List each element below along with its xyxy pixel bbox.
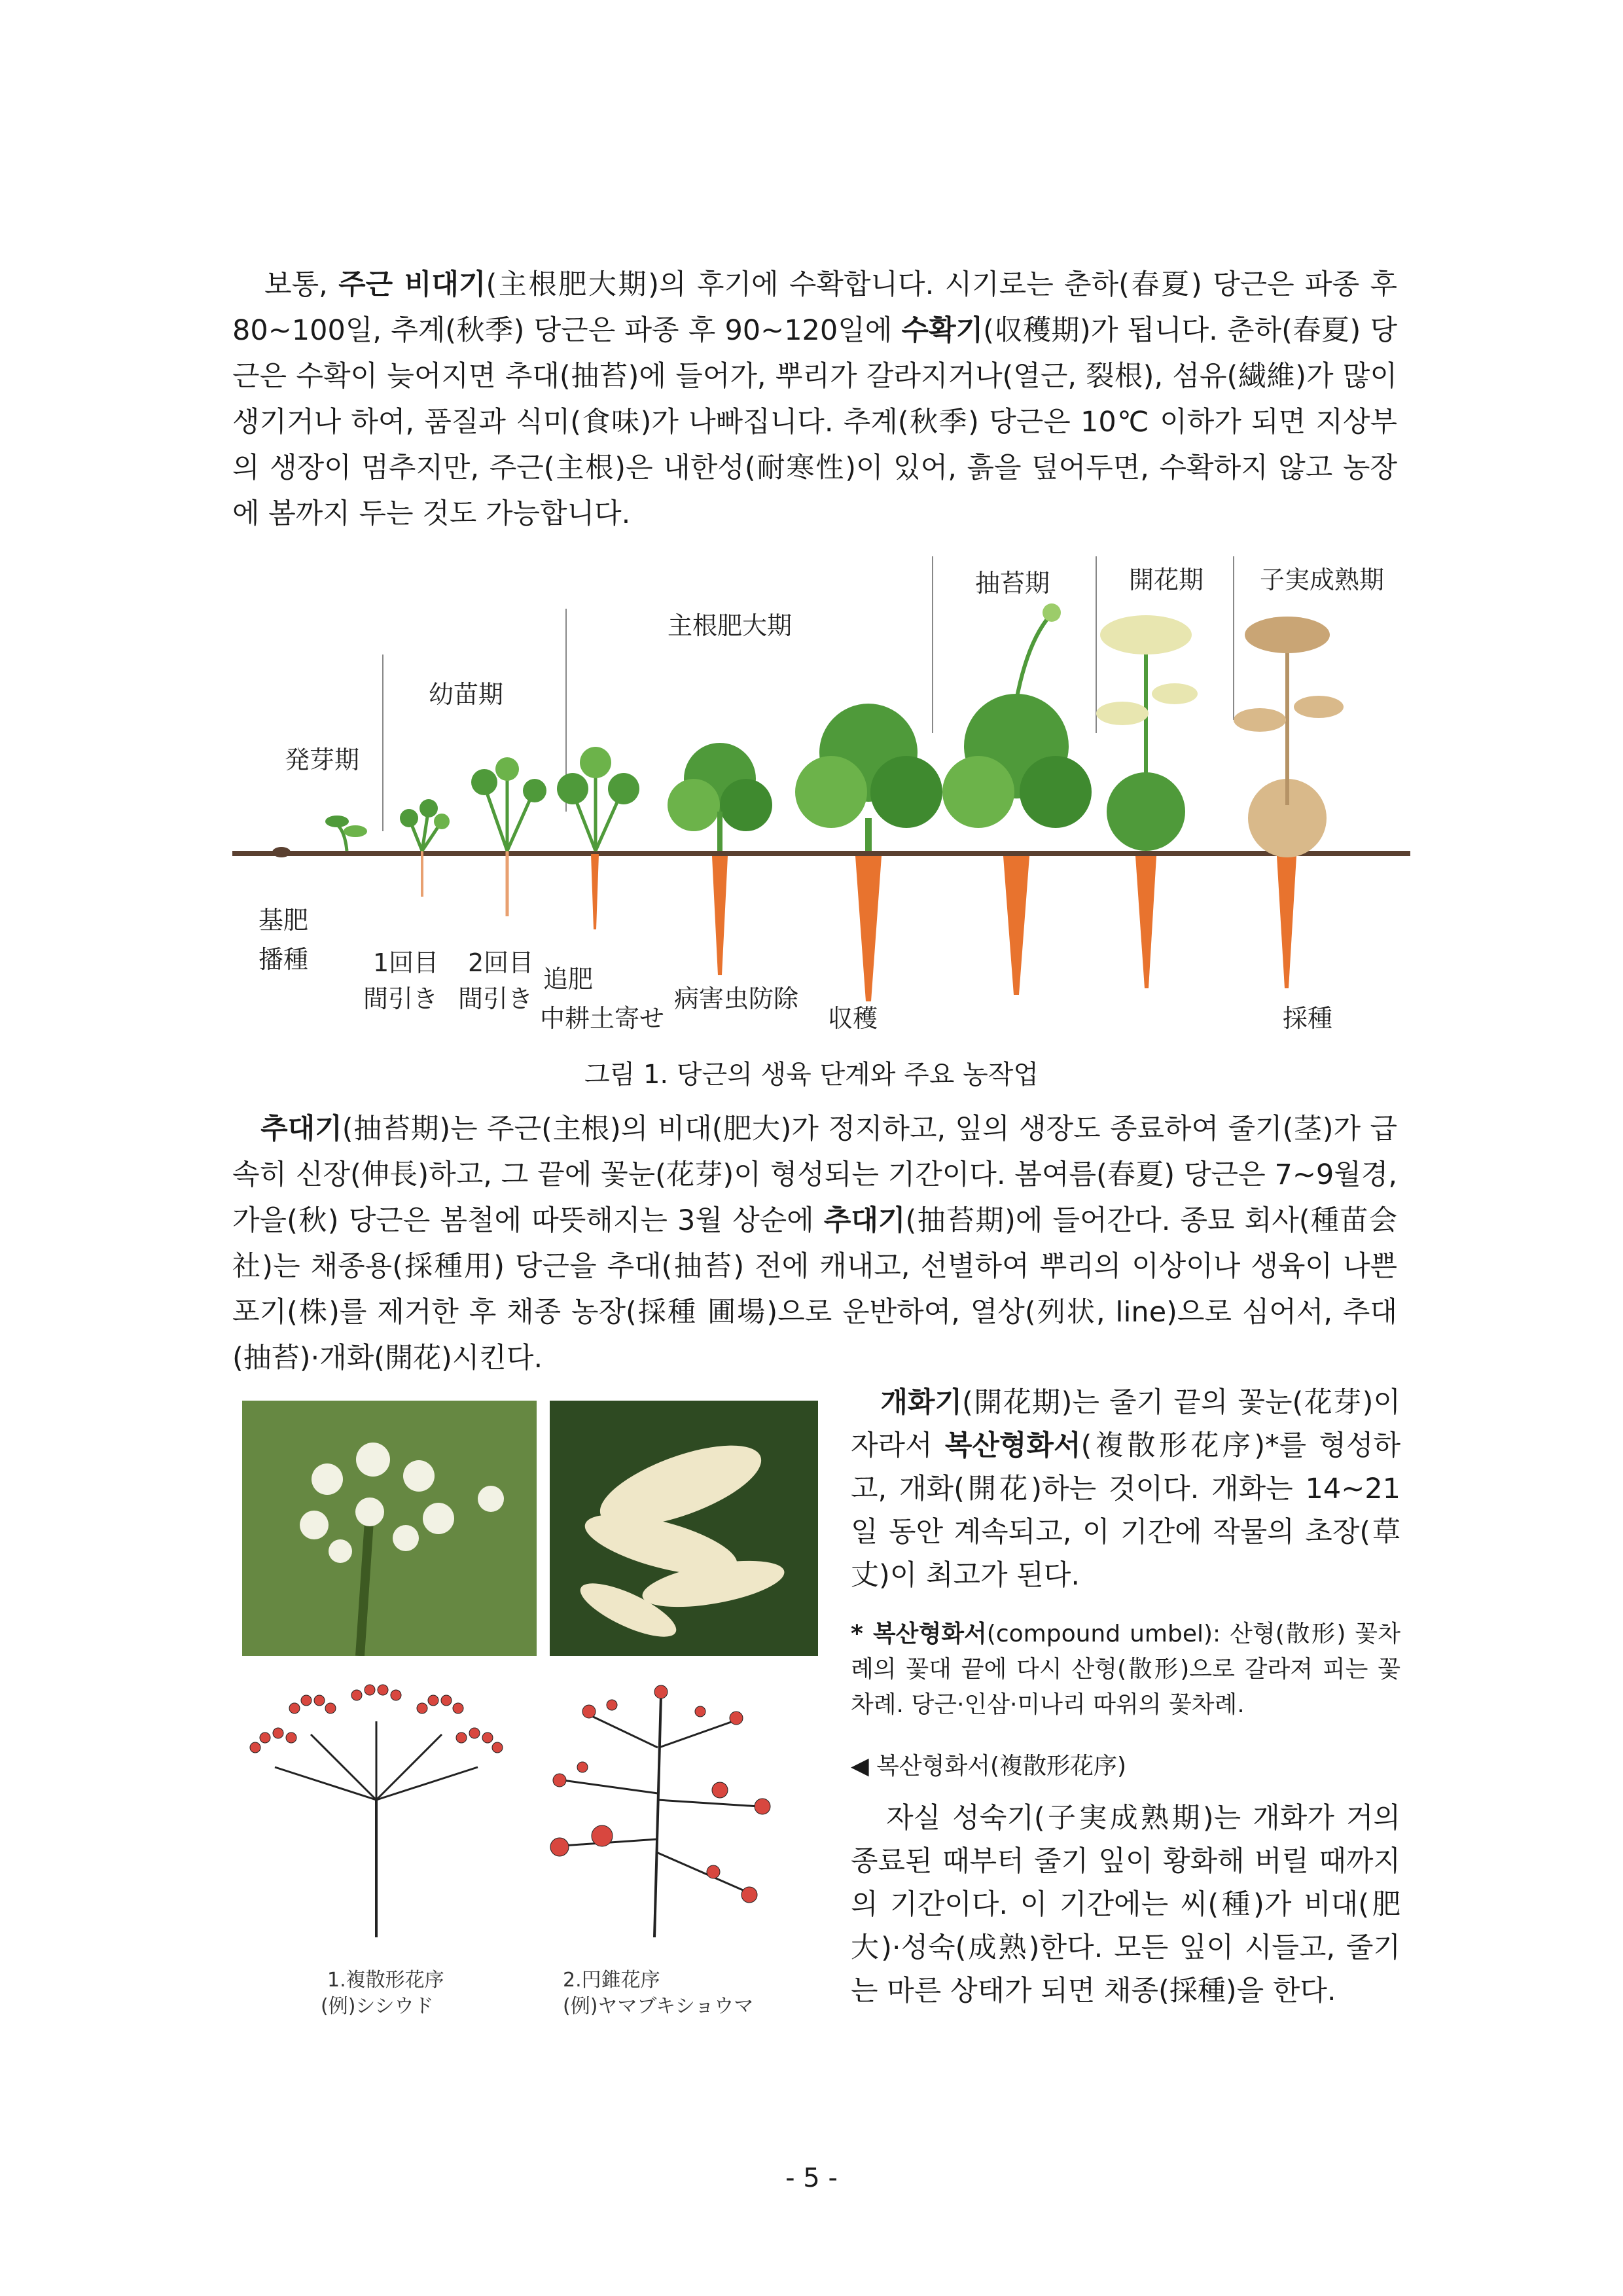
figure-1-caption: 그림 1. 당근의 생육 단계와 주요 농작업 — [584, 1060, 1039, 1090]
work-thinning-2: 間引き — [458, 984, 533, 1013]
work-harvest: 収穫 — [828, 1004, 878, 1033]
paragraph-harvest: 보통, 주근 비대기(主根肥大期)의 후기에 수확합니다. 시기로는 춘하(春夏) 당근은 파종 후 80~100일, 추계(秋季) 당근은 파종 후 90~120일에 수확기(収穫期)가 됩니다. 춘하(春夏) 당근은 수확이 늦어지면 추대(抽苔)에 들어가, 뿌리가 갈라지거나(열근, 裂根), 섬유(繊維)가 많이 생기거나 하여, 품질과 식미(食味)가 나빠집니다. 추계(秋季) 당근은 10℃ 이하가 되면 지상부의 생장이 멈추지만, 주근(主根)은 내한성(耐寒性)이 있어, 흙을 덮어두면, 수확하지 않고 농장에 봄까지 두는 것도 가능합니다. — [232, 268, 1397, 530]
growth-stage-figure — [232, 543, 1410, 1060]
stage-bolting: 抽苔期 — [975, 569, 1050, 598]
work-seed-collection: 採種 — [1283, 1004, 1333, 1033]
stage-flowering: 開花期 — [1129, 565, 1204, 594]
diagram-2-example: (例)ヤマブキショウマ — [563, 1995, 754, 2018]
compound-umbel-illustration — [236, 1676, 517, 1937]
work-base-fertilizer: 基肥 — [259, 906, 309, 935]
work-cultivation: 中耕土寄せ — [540, 1004, 665, 1033]
work-thinning-1-count: 1回目 — [373, 948, 439, 977]
work-sowing: 播種 — [259, 945, 309, 974]
compound-umbel-diagram — [236, 1676, 517, 2022]
figure-reference: ◀ 복산형화서(複散形花序) — [851, 1753, 1127, 1780]
diagram-2-title: 2.円錐花序 — [563, 1969, 660, 1992]
stage-germination: 発芽期 — [285, 745, 360, 774]
diagram-1-title: 1.複散形花序 — [327, 1969, 444, 1992]
paragraph-bolting: 추대기(抽苔期)는 주근(主根)의 비대(肥大)가 정지하고, 잎의 생장도 종료하여 줄기(茎)가 급속히 신장(伸長)하고, 그 끝에 꽃눈(花芽)이 형성되는 기간이다. 봄여름(春夏) 당근은 7~9월경, 가을(秋) 당근은 봄철에 따뜻해지는 3월 상순에 추대기(抽苔期)에 들어간다. 종묘 회사(種苗会社)는 채종용(採種用) 당근을 추대(抽苔) 전에 캐내고, 선별하여 뿌리의 이상이나 생육이 나쁜 포기(株)를 제거한 후 채종 농장(採種 圃場)으로 운반하여, 열상(列状, line)으로 심어서, 추대(抽苔)·개화(開花)시킨다. — [232, 1113, 1397, 1374]
paragraph-seed-maturity: 자실 성숙기(子実成熟期)는 개화가 거의 종료된 때부터 줄기 잎이 황화해 버릴 때까지의 기간이다. 이 기간에는 씨(種)가 비대(肥大)·성숙(成熟)한다. 모든 잎이 시들고, 줄기는 마른 상태가 되면 채종(採種)을 한다. — [851, 1802, 1400, 2007]
work-pest-control: 病害虫防除 — [674, 984, 799, 1013]
work-thinning-2-count: 2回目 — [468, 948, 534, 977]
stage-seedling: 幼苗期 — [429, 680, 504, 709]
footnote-compound-umbel: * 복산형화서(compound umbel): 산형(散形) 꽃차례의 꽃대 끝에 다시 산형(散形)으로 갈라져 피는 꽃차례. 당근·인삼·미나리 따위의 꽃차례. — [851, 1621, 1400, 1718]
panicle-diagram — [524, 1676, 825, 2022]
umbel-flower-photo — [242, 1401, 537, 1656]
work-thinning-1: 間引き — [363, 984, 438, 1013]
page-number: - 5 - — [785, 2163, 838, 2193]
paragraph-flowering: 개화기(開花期)는 줄기 끝의 꽃눈(花芽)이 자라서 복산형화서(複散形花序)*를 형성하고, 개화(開花)하는 것이다. 개화는 14~21일 동안 계속되고, 이 기간에 작물의 초장(草丈)이 최고가 된다. — [851, 1386, 1400, 1592]
work-top-dressing: 追肥 — [543, 965, 594, 994]
stage-seed-maturity: 子実成熟期 — [1260, 565, 1385, 594]
stage-root-enlargement: 主根肥大期 — [668, 611, 793, 640]
diagram-1-example: (例)シシウド — [321, 1995, 434, 2018]
panicle-illustration — [524, 1676, 825, 1937]
panicle-flower-photo — [550, 1401, 818, 1656]
